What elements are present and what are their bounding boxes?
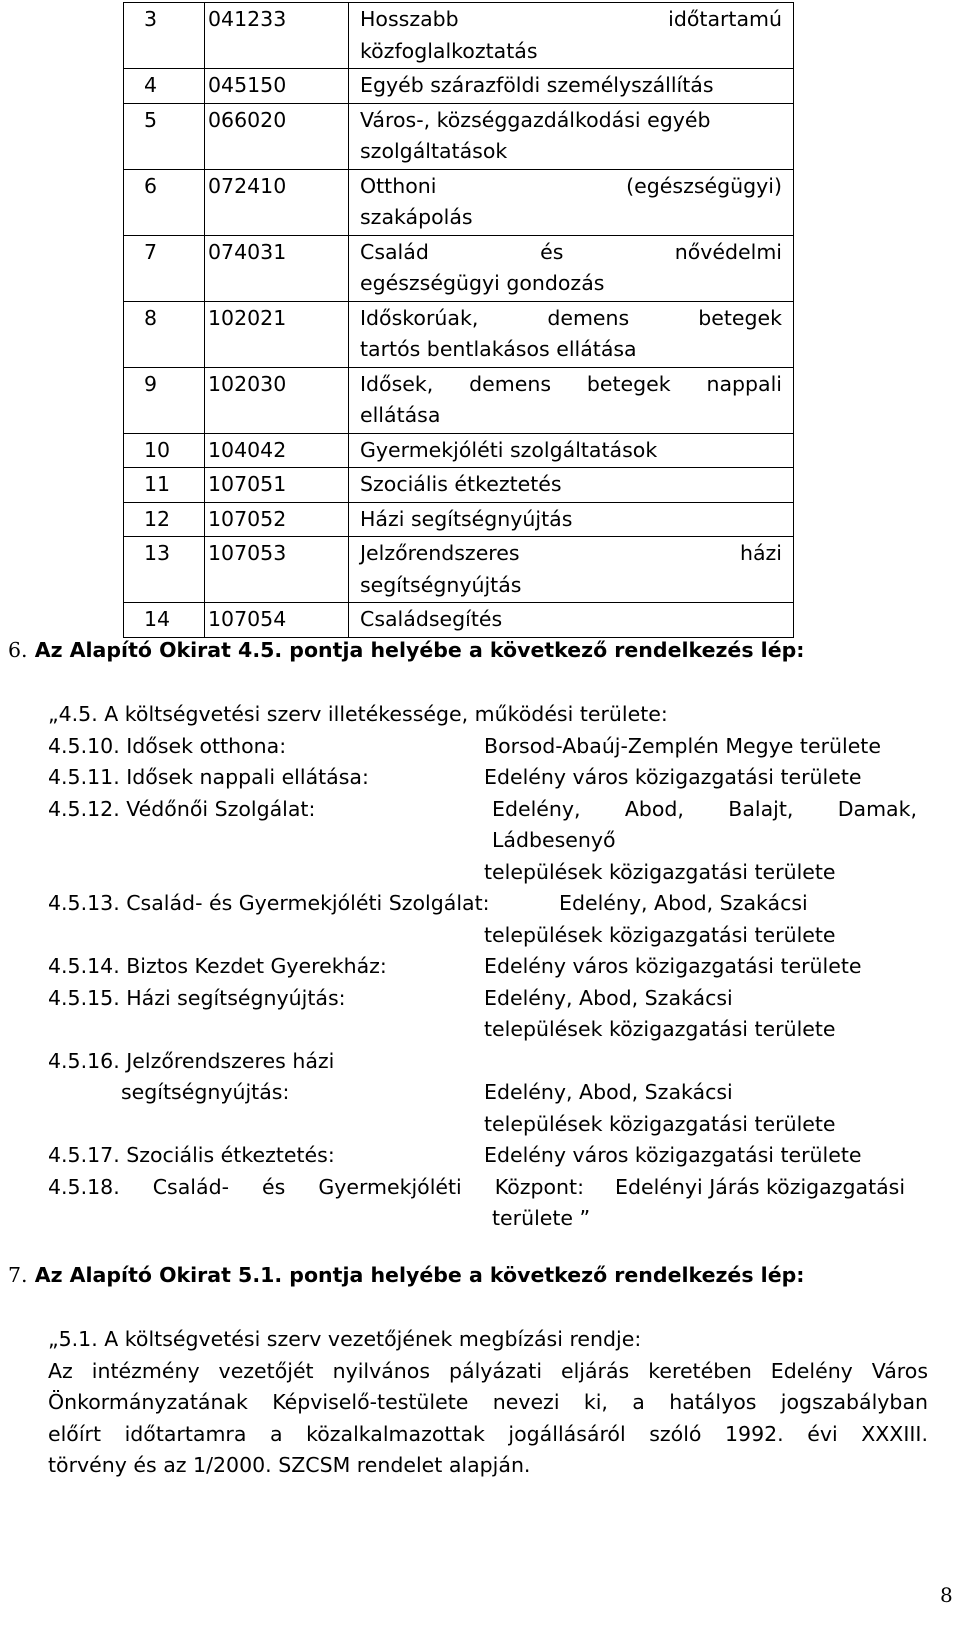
function-name-line: egészségügyi gondozás <box>360 271 605 295</box>
row-number-cell: 5 <box>124 103 205 169</box>
section-7-number: 7. <box>8 1263 28 1287</box>
function-name-line: Hosszabb időtartamú <box>360 7 782 31</box>
function-name-cell <box>349 433 794 468</box>
table-row <box>124 433 794 468</box>
function-name-line: Családsegítés <box>360 607 503 631</box>
function-name-line: Házi segítségnyújtás <box>360 506 573 531</box>
function-name-line: Idősek, demens betegek nappali <box>360 371 782 396</box>
item-4-5-10-label: 4.5.10. Idősek otthona: <box>48 734 287 758</box>
function-code-cell: 107054 <box>205 603 349 638</box>
function-name-line: segítségnyújtás <box>360 572 522 597</box>
table-row <box>124 502 794 537</box>
row-number-cell: 6 <box>124 169 205 235</box>
table-row <box>124 367 794 433</box>
function-name-line: Időskorúak, demens betegek <box>360 305 782 330</box>
function-name-cell <box>349 537 794 603</box>
function-code-cell: 104042 <box>205 433 349 468</box>
table-row <box>124 169 794 235</box>
function-name-line: Jelzőrendszeres házi <box>360 541 782 565</box>
item-4-5-15-value-line-1: Edelény, Abod, Szakácsi <box>484 986 733 1010</box>
row-number-cell: 7 <box>124 235 205 301</box>
row-number-cell: 13 <box>124 537 205 603</box>
function-code-cell: 102021 <box>205 301 349 367</box>
function-name-cell <box>349 468 794 503</box>
item-4-5-18-value-line-1: Edelényi Járás közigazgatási <box>615 1175 906 1199</box>
table-row <box>124 603 794 638</box>
function-name-line: közfoglalkoztatás <box>360 38 538 63</box>
function-code-cell: 102030 <box>205 367 349 433</box>
function-name-cell <box>349 69 794 104</box>
section-7-paragraph-line-1: Az intézmény vezetőjét nyilvános pályázati eljárás keretében Edelény Város <box>48 1359 928 1383</box>
item-4-5-13-value-line-1: Edelény, Abod, Szakácsi <box>559 891 808 915</box>
function-code-cell: 041233 <box>205 3 349 69</box>
row-number-cell: 9 <box>124 367 205 433</box>
item-4-5-12-value-line-1: Edelény, Abod, Balajt, Damak, <box>492 797 917 821</box>
item-4-5-13-value-line-2: települések közigazgatási területe <box>484 923 836 947</box>
function-name-cell <box>349 603 794 638</box>
row-number-cell: 4 <box>124 69 205 104</box>
table-row <box>124 537 794 603</box>
item-4-5-14-label: 4.5.14. Biztos Kezdet Gyerekház: <box>48 954 387 978</box>
item-4-5-11-label: 4.5.11. Idősek nappali ellátása: <box>48 765 369 789</box>
function-code-cell: 045150 <box>205 69 349 104</box>
item-4-5-14-value: Edelény város közigazgatási területe <box>484 954 862 978</box>
page-number: 8 <box>940 1583 953 1607</box>
item-4-5-10-value: Borsod-Abaúj-Zemplén Megye területe <box>484 734 881 758</box>
item-4-5-12-label: 4.5.12. Védőnői Szolgálat: <box>48 797 316 821</box>
function-name-line: Szociális étkeztetés <box>360 472 562 496</box>
table-row <box>124 103 794 169</box>
item-4-5-16-value-line-2: települések közigazgatási területe <box>484 1112 836 1136</box>
section-7-title: Az Alapító Okirat 5.1. pontja helyébe a következő rendelkezés lép: <box>34 1263 805 1287</box>
function-name-cell <box>349 3 794 69</box>
item-4-5-12-value-line-3: települések közigazgatási területe <box>484 860 836 884</box>
item-4-5-16-value-line-1: Edelény, Abod, Szakácsi <box>484 1080 733 1104</box>
section-7-heading <box>8 1260 804 1292</box>
table-row <box>124 301 794 367</box>
section-6-title: Az Alapító Okirat 4.5. pontja helyébe a következő rendelkezés lép: <box>34 638 805 662</box>
table-row <box>124 69 794 104</box>
activity-code-table <box>123 2 794 638</box>
function-name-cell <box>349 502 794 537</box>
function-name-cell <box>349 367 794 433</box>
function-name-line: Gyermekjóléti szolgáltatások <box>360 437 658 462</box>
function-name-line: Otthoni (egészségügyi) <box>360 173 782 198</box>
item-4-5-13-label: 4.5.13. Család- és Gyermekjóléti Szolgálat: <box>48 891 490 915</box>
item-4-5-17-label: 4.5.17. Szociális étkeztetés: <box>48 1143 335 1167</box>
item-4-5-15-label: 4.5.15. Házi segítségnyújtás: <box>48 986 346 1010</box>
function-code-cell: 072410 <box>205 169 349 235</box>
function-name-line: szolgáltatások <box>360 139 508 163</box>
row-number-cell: 12 <box>124 502 205 537</box>
function-code-cell: 107051 <box>205 468 349 503</box>
section-7-paragraph-line-3: előírt időtartamra a közalkalmazottak jogállásáról szóló 1992. évi XXXIII. <box>48 1422 928 1446</box>
function-code-cell: 074031 <box>205 235 349 301</box>
item-4-5-18-value-line-2: területe ” <box>492 1206 591 1230</box>
function-name-cell <box>349 235 794 301</box>
function-name-line: tartós bentlakásos ellátása <box>360 337 637 361</box>
row-number-cell: 8 <box>124 301 205 367</box>
section-7-paragraph-line-4: törvény és az 1/2000. SZCSM rendelet alapján. <box>48 1453 531 1477</box>
function-name-cell <box>349 169 794 235</box>
item-4-5-16-label-line-1: 4.5.16. Jelzőrendszeres házi <box>48 1049 335 1073</box>
item-4-5-18-label: 4.5.18. Család- és Gyermekjóléti Központ: <box>48 1175 584 1199</box>
function-name-cell <box>349 301 794 367</box>
section-6-heading <box>8 635 804 667</box>
item-4-5-17-value: Edelény város közigazgatási területe <box>484 1143 862 1167</box>
function-code-cell: 107052 <box>205 502 349 537</box>
function-name-line: ellátása <box>360 403 441 427</box>
function-name-cell <box>349 103 794 169</box>
item-4-5-12-value-line-2: Ládbesenyő <box>492 828 616 852</box>
row-number-cell: 14 <box>124 603 205 638</box>
row-number-cell: 11 <box>124 468 205 503</box>
table-row <box>124 3 794 69</box>
function-name-line: Város-, községgazdálkodási egyéb <box>360 107 711 132</box>
function-code-cell: 066020 <box>205 103 349 169</box>
row-number-cell: 10 <box>124 433 205 468</box>
table-row <box>124 468 794 503</box>
section-6-number: 6. <box>8 638 28 662</box>
row-number-cell: 3 <box>124 3 205 69</box>
item-4-5-11-value: Edelény város közigazgatási területe <box>484 765 862 789</box>
table-row <box>124 235 794 301</box>
section-6-intro: „4.5. A költségvetési szerv illetékessége, működési területe: <box>48 702 668 726</box>
section-7-intro: „5.1. A költségvetési szerv vezetőjének megbízási rendje: <box>48 1327 642 1351</box>
function-code-cell: 107053 <box>205 537 349 603</box>
function-name-line: Család és nővédelmi <box>360 239 782 264</box>
function-name-line: szakápolás <box>360 205 473 229</box>
item-4-5-16-label-line-2: segítségnyújtás: <box>121 1080 290 1104</box>
section-7-paragraph-line-2: Önkormányzatának Képviselő-testülete nevezi ki, a hatályos jogszabályban <box>48 1390 928 1414</box>
function-name-line: Egyéb szárazföldi személyszállítás <box>360 73 714 97</box>
item-4-5-15-value-line-2: települések közigazgatási területe <box>484 1017 836 1041</box>
